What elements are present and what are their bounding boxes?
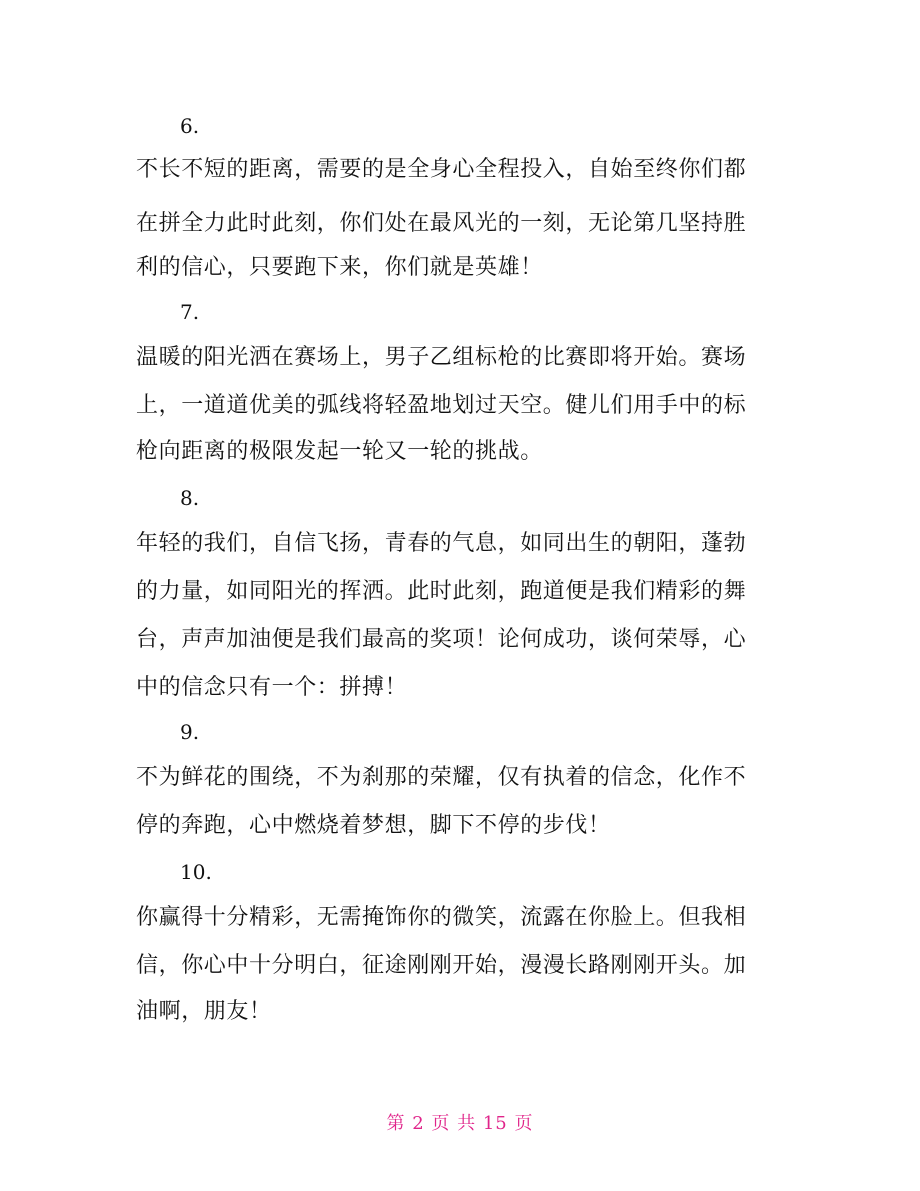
entry-line: 的力量，如同阳光的挥洒。此时此刻，跑道便是我们精彩的舞 (136, 579, 747, 604)
entry-number: 9. (180, 720, 200, 744)
entry-number: 10. (180, 860, 212, 884)
entry-line: 上，一道道优美的弧线将轻盈地划过天空。健儿们用手中的标 (136, 393, 747, 418)
entry-line: 信，你心中十分明白，征途刚刚开始，漫漫长路刚刚开头。加 (136, 953, 747, 978)
entry-line: 不为鲜花的围绕，不为刹那的荣耀，仅有执着的信念，化作不 (136, 765, 747, 790)
entry-line: 年轻的我们，自信飞扬，青春的气息，如同出生的朝阳，蓬勃 (136, 531, 747, 556)
entry-number: 6. (180, 114, 200, 138)
entry-line: 温暖的阳光洒在赛场上，男子乙组标枪的比赛即将开始。赛场 (136, 345, 747, 370)
entry-line: 你赢得十分精彩，无需掩饰你的微笑，流露在你脸上。但我相 (136, 905, 747, 930)
entry-number: 8. (180, 486, 200, 510)
entry-line: 在拼全力此时此刻，你们处在最风光的一刻，无论第几坚持胜 (136, 211, 747, 236)
entry-line: 中的信念只有一个：拼搏！ (136, 675, 408, 700)
entry-line: 不长不短的距离，需要的是全身心全程投入，自始至终你们都 (136, 157, 747, 182)
entry-line: 油啊，朋友！ (136, 999, 272, 1024)
entry-number: 7. (180, 300, 200, 324)
entry-line: 利的信心，只要跑下来，你们就是英雄！ (136, 255, 543, 280)
page-footer: 第 2 页 共 15 页 (386, 1113, 534, 1134)
entry-line: 停的奔跑，心中燃烧着梦想，脚下不停的步伐！ (136, 813, 611, 838)
entry-line: 台，声声加油便是我们最高的奖项！论何成功，谈何荣辱，心 (136, 627, 747, 652)
entry-line: 枪向距离的极限发起一轮又一轮的挑战。 (136, 439, 543, 464)
